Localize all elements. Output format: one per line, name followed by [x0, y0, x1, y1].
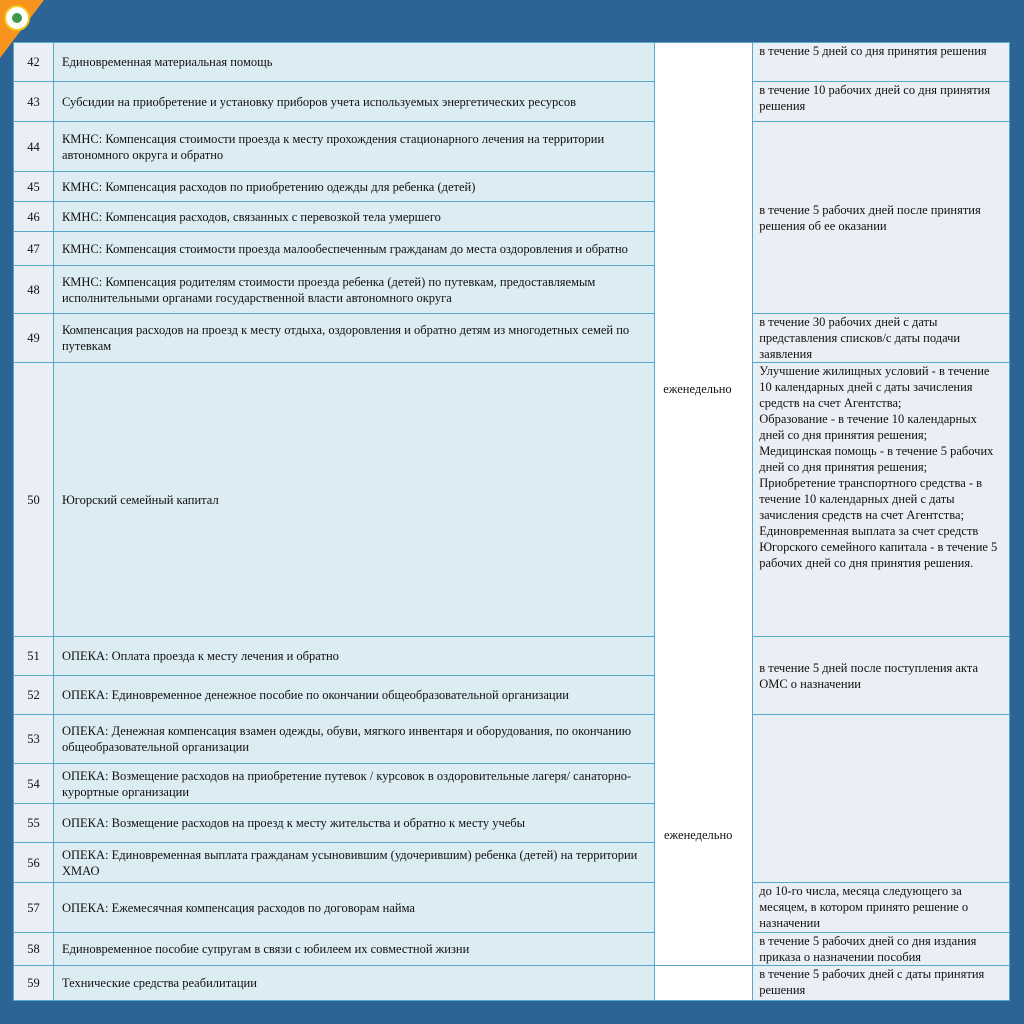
row-number: 53	[14, 715, 54, 764]
row-name: ОПЕКА: Оплата проезда к месту лечения и обратно	[53, 637, 654, 676]
row-number: 59	[14, 966, 54, 1001]
row-name: Компенсация расходов на проезд к месту отдыха, оздоровления и обратно детям из многодетных семей по путевкам	[53, 314, 654, 363]
row-number: 46	[14, 202, 54, 232]
table-row	[14, 122, 1010, 172]
table-row	[14, 637, 1010, 676]
table-row	[14, 715, 1010, 764]
frequency-cell-tail	[655, 966, 753, 1001]
table-row	[14, 966, 1010, 1001]
row-term: в течение 30 рабочих дней с даты представления списков/с даты подачи заявления	[753, 314, 1010, 363]
row-term: в течение 10 рабочих дней со дня принятия решения	[753, 82, 1010, 122]
row-term: до 10-го числа, месяца следующего за месяцем, в котором принято решение о назначении	[753, 883, 1010, 933]
row-name: Югорский семейный капитал	[53, 363, 654, 637]
row-name: Субсидии на приобретение и установку приборов учета используемых энергетических ресурсов	[53, 82, 654, 122]
table-row	[14, 933, 1010, 966]
row-name: ОПЕКА: Возмещение расходов на приобретение путевок / курсовок в оздоровительные лагеря/ санаторно-курортные организации	[53, 764, 654, 804]
row-term: в течение 5 рабочих дней со дня издания приказа о назначении пособия	[753, 933, 1010, 966]
row-number: 45	[14, 172, 54, 202]
emblem-icon	[4, 5, 30, 31]
row-name: ОПЕКА: Возмещение расходов на проезд к месту жительства и обратно к месту учебы	[53, 804, 654, 843]
row-term: Улучшение жилищных условий - в течение 10 календарных дней с даты зачисления средств на счет Агентства; Образование - в течение 10 календарных дней со дня принятия решения; Медицинская помощь - в течение 5 рабочих дней со дня принятия решения; Приобретение транспортного средства - в течение 10 календарных дней с даты зачисления средств на счет Агентства; Единовременная выплата за счет средств Югорского семейного капитала - в течение 5 рабочих дней со дня принятия решения.	[753, 363, 1010, 637]
empty-term-cell	[753, 715, 1010, 883]
row-name: Единовременное пособие супругам в связи с юбилеем их совместной жизни	[53, 933, 654, 966]
row-number: 58	[14, 933, 54, 966]
row-number: 44	[14, 122, 54, 172]
row-number: 50	[14, 363, 54, 637]
merged-term-51-52: в течение 5 дней после поступления акта ОМС о назначении	[753, 637, 1010, 715]
table-row	[14, 82, 1010, 122]
row-number: 49	[14, 314, 54, 363]
row-number: 47	[14, 232, 54, 266]
row-term: в течение 5 рабочих дней с даты принятия решения	[753, 966, 1010, 1001]
frequency-label-2: еженедельно	[664, 828, 733, 842]
table-row	[14, 883, 1010, 933]
row-name: ОПЕКА: Денежная компенсация взамен одежды, обуви, мягкого инвентаря и оборудования, по окончанию общеобразовательной организации	[53, 715, 654, 764]
payments-table	[13, 42, 1010, 1001]
row-name: ОПЕКА: Единовременная выплата гражданам усыновившим (удочерившим) ребенка (детей) на территории ХМАО	[53, 843, 654, 883]
row-name: КМНС: Компенсация расходов, связанных с перевозкой тела умершего	[53, 202, 654, 232]
row-name: Технические средства реабилитации	[53, 966, 654, 1001]
table-row	[14, 363, 1010, 637]
row-number: 57	[14, 883, 54, 933]
row-name: Единовременная материальная помощь	[53, 43, 654, 82]
merged-term-44-48: в течение 5 рабочих дней после принятия решения об ее оказании	[753, 122, 1010, 314]
row-name: КМНС: Компенсация стоимости проезда к месту прохождения стационарного лечения на территории автономного округа и обратно	[53, 122, 654, 172]
row-name: КМНС: Компенсация расходов по приобретению одежды для ребенка (детей)	[53, 172, 654, 202]
payments-table-sheet	[13, 42, 1010, 1001]
row-number: 51	[14, 637, 54, 676]
row-number: 42	[14, 43, 54, 82]
row-name: КМНС: Компенсация родителям стоимости проезда ребенка (детей) по путевкам, предоставляемым исполнительными органами государственной власти автономного округа	[53, 266, 654, 314]
row-number: 52	[14, 676, 54, 715]
row-term: в течение 5 дней со дня принятия решения	[753, 43, 1010, 82]
row-number: 48	[14, 266, 54, 314]
row-name: ОПЕКА: Единовременное денежное пособие по окончании общеобразовательной организации	[53, 676, 654, 715]
row-number: 43	[14, 82, 54, 122]
frequency-cell: еженедельно	[655, 43, 753, 966]
row-name: КМНС: Компенсация стоимости проезда малообеспеченным гражданам до места оздоровления и обратно	[53, 232, 654, 266]
row-name: ОПЕКА: Ежемесячная компенсация расходов по договорам найма	[53, 883, 654, 933]
row-number: 54	[14, 764, 54, 804]
table-row	[14, 43, 1010, 82]
row-number: 55	[14, 804, 54, 843]
row-number: 56	[14, 843, 54, 883]
table-row	[14, 314, 1010, 363]
